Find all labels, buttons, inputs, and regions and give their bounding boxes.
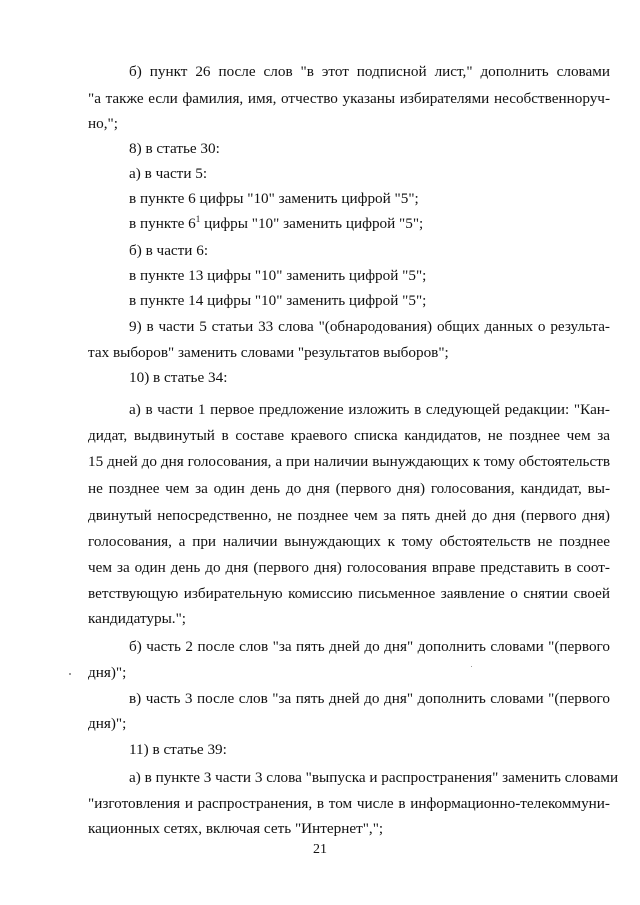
text-line: а) в части 1 первое предложение изложить в следующей редакции: "Кан-: [129, 401, 610, 418]
superscript: 1: [195, 214, 201, 224]
text-line: а) в пункте 3 части 3 слова "выпуска и распространения" заменить словами: [129, 769, 619, 786]
text-line: чем за один день до дня (первого дня) голосования вправе представить в соот-: [88, 559, 610, 576]
text-line: б) в части 6:: [129, 242, 209, 259]
text-line: 15 дней до дня голосования, а при наличии вынуждающих к тому обстоятельств: [88, 453, 610, 470]
text-line: дидат, выдвинутый в составе краевого списка кандидатов, не позднее чем за: [88, 427, 610, 444]
text-line: тах выборов" заменить словами "результатов выборов";: [88, 344, 449, 361]
text-line: голосования, а при наличии вынуждающих к тому обстоятельств не позднее: [88, 533, 610, 550]
text-line: 11) в статье 39:: [129, 741, 227, 758]
text-line: дня)";: [88, 715, 127, 732]
text-line: кационных сетях, включая сеть "Интернет",";: [88, 820, 384, 837]
scan-speck: [471, 666, 472, 667]
text-fragment: в пункте 6: [129, 215, 196, 232]
text-line: в пункте 6 цифры "10" заменить цифрой "5";: [129, 190, 419, 207]
text-fragment: цифры "10" заменить цифрой "5";: [200, 215, 424, 232]
text-line: 10) в статье 34:: [129, 369, 228, 386]
text-line: кандидатуры.";: [88, 610, 186, 627]
text-line: 9) в части 5 статьи 33 слова "(обнародования) общих данных о результа-: [129, 318, 610, 335]
text-line: в пункте 13 цифры "10" заменить цифрой "5";: [129, 267, 427, 284]
text-line: б) часть 2 после слов "за пять дней до дня" дополнить словами "(первого: [129, 638, 610, 655]
text-line: в пункте 14 цифры "10" заменить цифрой "5";: [129, 292, 427, 309]
text-line: ветствующую избирательную комиссию письменное заявление о снятии своей: [88, 585, 610, 602]
text-line-superscript: [129, 214, 423, 234]
text-line: дня)";: [88, 664, 127, 681]
text-line: "а также если фамилия, имя, отчество указаны избирателями несобственноруч-: [88, 90, 610, 107]
text-line: двинутый непосредственно, не позднее чем за пять дней до дня (первого дня): [88, 507, 610, 524]
text-line: "изготовления и распространения, в том числе в информационно-телекоммуни-: [88, 795, 610, 812]
text-line: а) в части 5:: [129, 165, 208, 182]
text-line: в) часть 3 после слов "за пять дней до дня" дополнить словами "(первого: [129, 690, 610, 707]
page-number: 21: [313, 842, 327, 857]
scan-speck: [69, 673, 71, 675]
text-line: не позднее чем за один день до дня (первого дня) голосования, кандидат, вы-: [88, 480, 610, 497]
text-line: б) пункт 26 после слов "в этот подписной лист," дополнить словами: [129, 63, 610, 80]
text-line: но,";: [88, 115, 118, 132]
text-line: 8) в статье 30:: [129, 140, 220, 157]
